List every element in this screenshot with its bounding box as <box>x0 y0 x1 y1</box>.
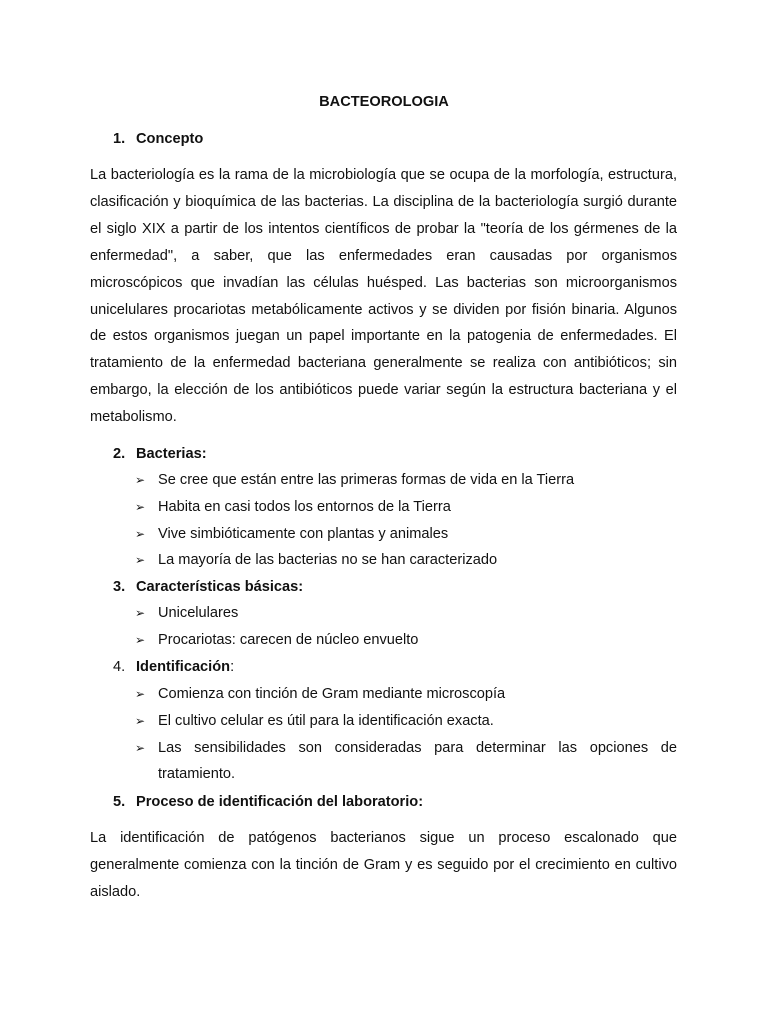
section-heading-2 <box>113 445 207 463</box>
arrow-bullet-icon: ➢ <box>135 713 146 728</box>
list-item-text: El cultivo celular es útil para la identificación exacta. <box>158 712 494 729</box>
section-number: 4. <box>113 659 126 675</box>
arrow-bullet-icon: ➢ <box>135 740 146 755</box>
list-item <box>0 467 677 494</box>
list-item <box>0 735 677 789</box>
section-number: 5. <box>113 794 126 810</box>
section-paragraph-5: La identificación de patógenos bacterianos sigue un proceso escalonado que generalmente comienza con la tinción de Gram y es seguido por el crecimiento en cultivo aislado. <box>90 830 677 900</box>
bullet-list-4 <box>0 681 768 788</box>
section-number: 3. <box>113 579 126 595</box>
list-item <box>0 600 677 627</box>
arrow-bullet-icon: ➢ <box>135 473 146 487</box>
section-title: Concepto <box>136 131 204 147</box>
section-number: 1. <box>113 131 126 147</box>
list-item <box>0 708 677 735</box>
arrow-bullet-icon: ➢ <box>135 553 146 568</box>
list-item-text: Comienza con tinción de Gram mediante microscopía <box>158 686 506 702</box>
section-title: Bacterias: <box>136 446 207 462</box>
arrow-bullet-icon: ➢ <box>135 606 146 620</box>
list-item-text: Vive simbióticamente con plantas y animales <box>158 525 449 542</box>
section-number: 2. <box>113 446 126 462</box>
arrow-bullet-icon: ➢ <box>135 632 146 647</box>
list-item-text: Procariotas: carecen de núcleo envuelto <box>158 631 419 648</box>
list-item-text: Se cree que están entre las primeras formas de vida en la Tierra <box>158 472 575 488</box>
list-item <box>0 627 677 654</box>
arrow-bullet-icon: ➢ <box>135 499 146 514</box>
section-paragraph-1: La bacteriología es la rama de la microbiología que se ocupa de la morfología, estructura, clasificación y bioquímica de las bacterias. La disciplina de la bacteriología surgió durante el siglo XIX a partir de los intentos científicos de probar la "teoría de los gérmenes de la enfermedad", a saber, que las enfermedades eran causadas por organismos microscópicos que invadían las células huésped. Las bacterias son microorganismos unicelulares procariotas metabólicamente activos y se dividen por fisión binaria. Algunos de estos organismos juegan un papel importante en la patogenia de enfermedades. El tratamiento de la enfermedad bacteriana generalmente se realiza con antibióticos; sin embargo, la elección de los antibióticos puede variar según la estructura bacteriana y el metabolismo. <box>90 167 677 426</box>
list-item-text: Las sensibilidades son consideradas para determinar las opciones de tratamiento. <box>158 739 677 783</box>
document-title: BACTEOROLOGIA <box>319 94 449 110</box>
section-heading-5 <box>113 793 423 811</box>
section-heading-3 <box>113 578 303 596</box>
bullet-list-2 <box>0 467 768 574</box>
section-title: Proceso de identificación del laboratorio: <box>136 794 424 810</box>
section-heading-4 <box>113 658 234 676</box>
list-item <box>0 681 677 708</box>
section-title: Características básicas: <box>136 579 304 595</box>
list-item-text: La mayoría de las bacterias no se han caracterizado <box>158 552 498 569</box>
section-title-suffix: : <box>230 659 235 675</box>
arrow-bullet-icon: ➢ <box>135 526 146 541</box>
arrow-bullet-icon: ➢ <box>135 687 146 701</box>
bullet-list-3 <box>0 600 768 654</box>
list-item-text: Habita en casi todos los entornos de la Tierra <box>158 498 451 515</box>
section-heading-1 <box>113 130 203 148</box>
list-item-text: Unicelulares <box>158 605 239 621</box>
section-title: Identificación <box>136 659 231 675</box>
list-item <box>0 521 677 548</box>
list-item <box>0 494 677 521</box>
list-item <box>0 547 677 574</box>
